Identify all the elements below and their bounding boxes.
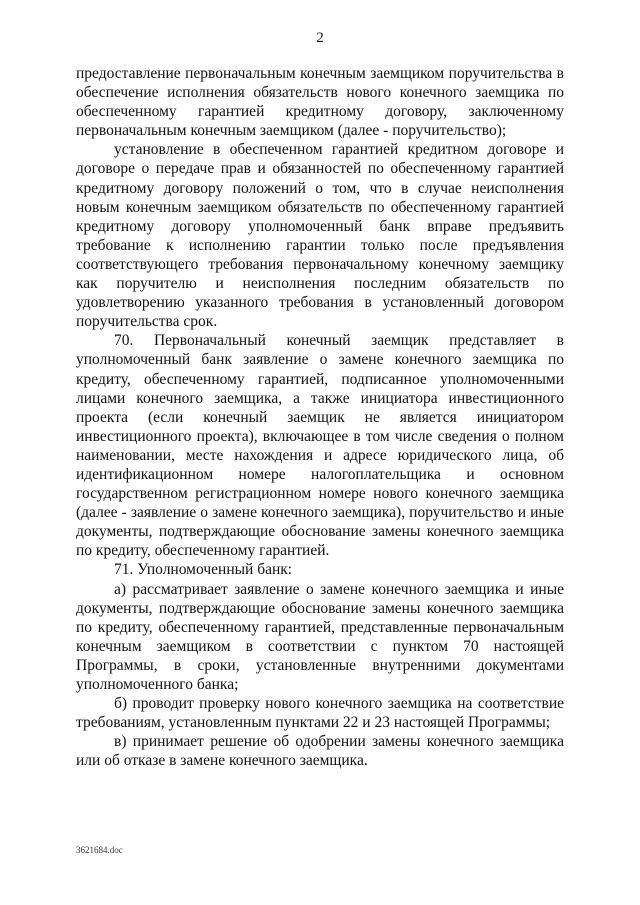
paragraph-71-b: б) проводит проверку нового конечного заемщика на соответствие требованиям, установленным пунктами 22 и 23 настоящей Программы; (76, 695, 564, 732)
paragraph-71-c: в) принимает решение об одобрении замены конечного заемщика или об отказе в замене конечного заемщика. (76, 733, 564, 770)
page-number: 2 (316, 30, 324, 46)
paragraph-70: 70. Первоначальный конечный заемщик представляет в уполномоченный банк заявление о замене конечного заемщика по кредиту, обеспеченному гарантией, подписанное уполномоченными лицами конечного заемщика, а также инициатора инвестиционного проекта (если конечный заемщик не является инициатором инвестиционного проекта), включающее в том числе сведения о полном наименовании, месте нахождения и адресе юридического лица, об идентификационном номере налогоплательщика и основном государственном регистрационном номере нового конечного заемщика (далее - заявление о замене конечного заемщика), поручительство и иные документы, подтверждающие обоснование замены конечного заемщика по кредиту, обеспеченному гарантией. (76, 332, 564, 560)
document-filename-footer: 3621684.doc (76, 845, 123, 855)
document-body (76, 64, 564, 770)
paragraph-suretyship: предоставление первоначальным конечным заемщиком поручительства в обеспечение исполнения обязательств нового конечного заемщика по обеспеченному гарантией кредитному договору, заключенному первоначальным конечным заемщиком (далее - поручительство); (76, 65, 564, 140)
paragraph-71-a: а) рассматривает заявление о замене конечного заемщика и иные документы, подтверждающие обоснование замены конечного заемщика по кредиту, обеспеченному гарантией, представленные первоначальным конечным заемщиком в соответствии с пунктом 70 настоящей Программы, в сроки, установленные внутренними документами уполномоченного банка; (76, 580, 564, 693)
paragraph-71: 71. Уполномоченный банк: (114, 561, 293, 579)
paragraph-credit-agreement-provision: установление в обеспеченном гарантией кредитном договоре и договоре о передаче прав и обязанностей по обеспеченному гарантией кредитному договору положений о том, что в случае неисполнения новым конечным заемщиком обязательств по обеспеченному гарантией кредитному договору уполномоченный банк вправе предъявить требование к исполнению гарантии только после предъявления соответствующего требования первоначальному конечному заемщику как поручителю и неисполнения последним обязательств по удовлетворению указанного требования в установленный договором поручительства срок. (76, 141, 564, 331)
